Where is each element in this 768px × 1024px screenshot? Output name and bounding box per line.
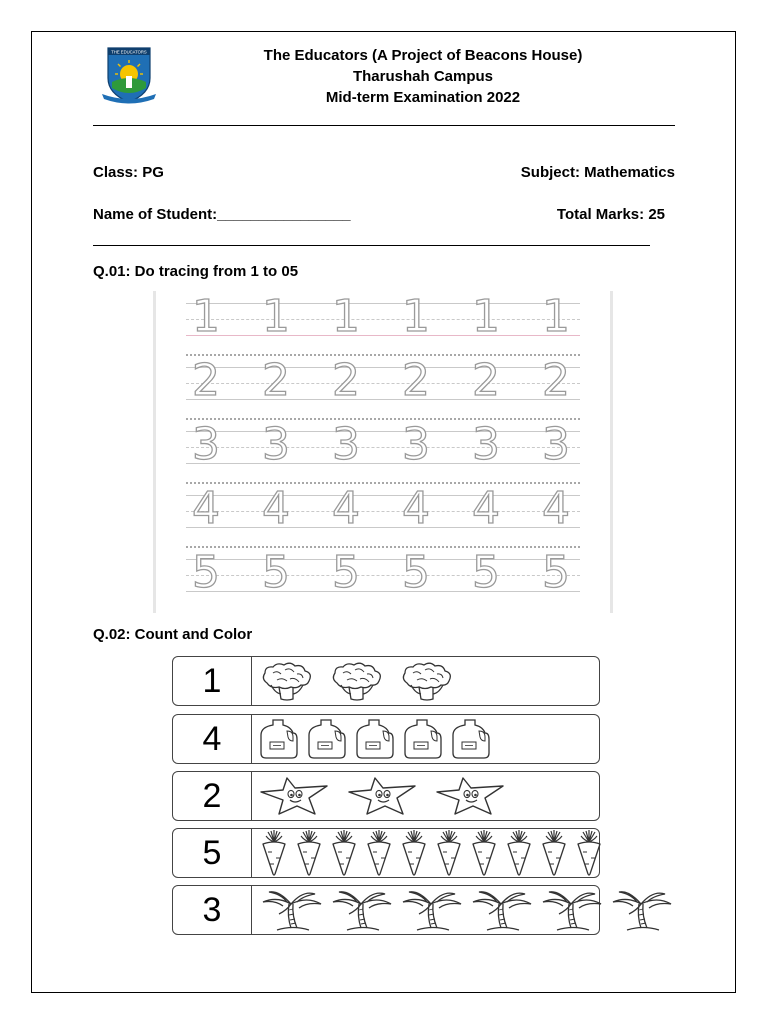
carrot-icon[interactable] <box>292 830 326 876</box>
campus-name: Tharushah Campus <box>352 68 494 85</box>
exam-title: Mid-term Examination 2022 <box>325 89 521 106</box>
carrot-icon[interactable] <box>362 830 396 876</box>
guide-line <box>186 463 580 464</box>
cauliflower-icon[interactable] <box>257 661 319 701</box>
carrot-icon[interactable] <box>537 830 571 876</box>
guide-line <box>186 495 580 496</box>
trace-digit[interactable]: 5 <box>402 547 430 598</box>
trace-digit[interactable]: 4 <box>472 483 500 534</box>
count-row <box>172 656 600 706</box>
trace-digit[interactable]: 2 <box>402 355 430 406</box>
trace-digit[interactable]: 1 <box>192 291 220 342</box>
info-divider <box>93 245 650 246</box>
trace-digit[interactable]: 3 <box>332 419 360 470</box>
trace-digit[interactable]: 4 <box>542 483 570 534</box>
smiling-star-icon[interactable] <box>433 774 513 818</box>
smiling-star-icon[interactable] <box>257 774 337 818</box>
logo-lettering: THE EDUCATORS <box>111 49 147 55</box>
guide-line <box>186 447 580 448</box>
carrot-icon[interactable] <box>432 830 466 876</box>
guide-line <box>186 559 580 560</box>
trace-digit[interactable]: 5 <box>332 547 360 598</box>
trace-digit[interactable]: 3 <box>262 419 290 470</box>
tracing-worksheet <box>153 291 613 613</box>
trace-digit[interactable]: 3 <box>542 419 570 470</box>
tracing-row <box>156 355 610 423</box>
subject-label: Subject: Mathematics <box>520 164 675 181</box>
palm-tree-icon[interactable] <box>397 888 465 932</box>
count-items <box>257 829 607 877</box>
count-row <box>172 771 600 821</box>
student-name-field[interactable]: Name of Student:________________ <box>93 206 351 223</box>
row-separator <box>186 418 580 420</box>
tracing-row <box>156 291 610 359</box>
carrot-icon[interactable] <box>572 830 606 876</box>
milk-jug-icon[interactable] <box>449 717 493 761</box>
carrot-icon[interactable] <box>397 830 431 876</box>
trace-digit[interactable]: 3 <box>192 419 220 470</box>
tracing-row <box>156 547 610 615</box>
row-separator <box>186 482 580 484</box>
trace-digit[interactable]: 3 <box>402 419 430 470</box>
trace-digit[interactable]: 3 <box>472 419 500 470</box>
smiling-star-icon[interactable] <box>345 774 425 818</box>
count-number: 5 <box>173 829 252 877</box>
trace-digit[interactable]: 4 <box>192 483 220 534</box>
total-marks-label: Total Marks: 25 <box>556 206 665 223</box>
trace-digit[interactable]: 2 <box>472 355 500 406</box>
guide-line <box>186 383 580 384</box>
milk-jug-icon[interactable] <box>257 717 301 761</box>
cauliflower-icon[interactable] <box>327 661 389 701</box>
trace-digit[interactable]: 1 <box>402 291 430 342</box>
tracing-row <box>156 483 610 551</box>
school-crest-logo <box>98 44 160 106</box>
q1-title: Q.01: Do tracing from 1 to 05 <box>93 263 299 280</box>
guide-line <box>186 431 580 432</box>
milk-jug-icon[interactable] <box>401 717 445 761</box>
palm-tree-icon[interactable] <box>327 888 395 932</box>
carrot-icon[interactable] <box>467 830 501 876</box>
carrot-icon[interactable] <box>327 830 361 876</box>
guide-line <box>186 335 580 336</box>
count-items <box>257 886 677 934</box>
trace-digit[interactable]: 2 <box>262 355 290 406</box>
institution-name: The Educators (A Project of Beacons House) <box>263 47 583 64</box>
count-number: 2 <box>173 772 252 820</box>
trace-digit[interactable]: 5 <box>262 547 290 598</box>
guide-line <box>186 367 580 368</box>
guide-line <box>186 319 580 320</box>
trace-digit[interactable]: 4 <box>402 483 430 534</box>
count-number: 4 <box>173 715 252 763</box>
count-number: 1 <box>173 657 252 705</box>
guide-line <box>186 527 580 528</box>
tracing-row <box>156 419 610 487</box>
guide-line <box>186 575 580 576</box>
trace-digit[interactable]: 2 <box>542 355 570 406</box>
count-items <box>257 715 497 763</box>
guide-line <box>186 591 580 592</box>
carrot-icon[interactable] <box>502 830 536 876</box>
trace-digit[interactable]: 4 <box>332 483 360 534</box>
count-number: 3 <box>173 886 252 934</box>
trace-digit[interactable]: 2 <box>192 355 220 406</box>
count-row <box>172 885 600 935</box>
guide-line <box>186 399 580 400</box>
milk-jug-icon[interactable] <box>353 717 397 761</box>
carrot-icon[interactable] <box>257 830 291 876</box>
count-row <box>172 828 600 878</box>
trace-digit[interactable]: 5 <box>542 547 570 598</box>
trace-digit[interactable]: 5 <box>472 547 500 598</box>
guide-line <box>186 303 580 304</box>
trace-digit[interactable]: 1 <box>542 291 570 342</box>
palm-tree-icon[interactable] <box>257 888 325 932</box>
class-label: Class: PG <box>93 164 164 181</box>
header-divider <box>93 125 675 126</box>
trace-digit[interactable]: 1 <box>472 291 500 342</box>
trace-digit[interactable]: 5 <box>192 547 220 598</box>
count-items <box>257 772 521 820</box>
trace-digit[interactable]: 1 <box>262 291 290 342</box>
trace-digit[interactable]: 1 <box>332 291 360 342</box>
count-row <box>172 714 600 764</box>
guide-line <box>186 511 580 512</box>
trace-digit[interactable]: 2 <box>332 355 360 406</box>
count-items <box>257 657 467 705</box>
milk-jug-icon[interactable] <box>305 717 349 761</box>
trace-digit[interactable]: 4 <box>262 483 290 534</box>
palm-tree-icon[interactable] <box>467 888 535 932</box>
q2-title: Q.02: Count and Color <box>93 626 253 643</box>
row-separator <box>186 354 580 356</box>
cauliflower-icon[interactable] <box>397 661 459 701</box>
palm-tree-icon[interactable] <box>537 888 605 932</box>
row-separator <box>186 546 580 548</box>
palm-tree-icon[interactable] <box>607 888 675 932</box>
